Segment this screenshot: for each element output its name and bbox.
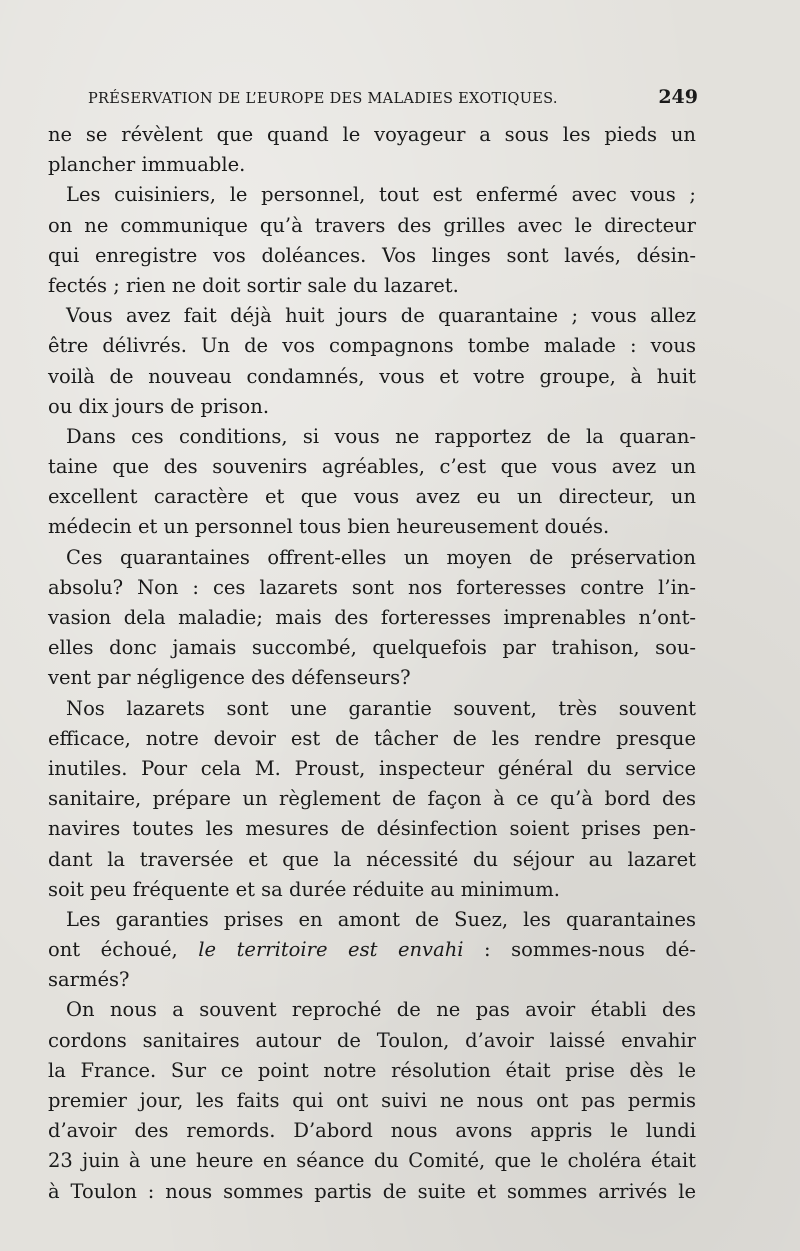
text-line: à Toulon : nous sommes partis de suite et sommes arrivés le	[48, 1179, 696, 1203]
text-line: voilà de nouveau condamnés, vous et votre groupe, à huit	[48, 364, 696, 388]
text-line: 23 juin à une heure en séance du Comité, que le choléra était	[48, 1149, 696, 1173]
text-line: taine que des souvenirs agréables, c’est que vous avez un	[48, 455, 696, 479]
text-line: On nous a souvent reproché de ne pas avoir établi des	[66, 998, 696, 1022]
text-line: ou dix jours de prison.	[48, 394, 270, 418]
text-line: absolu? Non : ces lazarets sont nos forteresses contre l’in-	[48, 575, 696, 599]
text-line: Les cuisiniers, le personnel, tout est enfermé avec vous ;	[66, 183, 696, 207]
text-line: la France. Sur ce point notre résolution était prise dès le	[48, 1058, 696, 1082]
text-line: elles donc jamais succombé, quelquefois par trahison, sou-	[48, 636, 696, 660]
text-line: d’avoir des remords. D’abord nous avons appris le lundi	[48, 1119, 696, 1143]
text-line: vasion dela maladie; mais des forteresses imprenables n’ont-	[48, 606, 696, 629]
text-line: vent par négligence des défenseurs?	[48, 666, 411, 690]
text-line: soit peu fréquente et sa durée réduite au minimum.	[48, 877, 560, 901]
text-line: excellent caractère et que vous avez eu un directeur, un	[48, 485, 696, 509]
text-line: Ces quarantaines offrent-elles un moyen de préservation	[66, 545, 696, 569]
text-line: inutiles. Pour cela M. Proust, inspecteur général du service	[48, 756, 696, 780]
text-line: être délivrés. Un de vos compagnons tombe malade : vous	[48, 334, 696, 358]
text-line: médecin et un personnel tous bien heureusement doués.	[48, 515, 610, 539]
text-line: fectés ; rien ne doit sortir sale du lazaret.	[48, 273, 459, 297]
text-line: navires toutes les mesures de désinfection soient prises pen-	[48, 817, 696, 841]
text-line: Les garanties prises en amont de Suez, les quarantaines	[66, 907, 696, 931]
text-line: sanitaire, prépare un règlement de façon à ce qu’à bord des	[48, 787, 696, 811]
text-line: premier jour, les faits qui ont suivi ne nous ont pas permis	[48, 1089, 696, 1112]
text-line: Nos lazarets sont une garantie souvent, très souvent	[66, 696, 696, 720]
text-line: sarmés?	[48, 968, 130, 992]
text-line: on ne communique qu’à travers des grilles avec le directeur	[48, 213, 696, 237]
text-line: cordons sanitaires autour de Toulon, d’avoir laissé envahir	[48, 1028, 696, 1052]
text-line: plancher immuable.	[48, 153, 246, 177]
page-number: 249	[658, 86, 698, 108]
text-segment: ont échoué,	[48, 938, 199, 962]
text-line: efficace, notre devoir est de tâcher de les rendre presque	[48, 726, 696, 750]
text-segment: : sommes-nous dé-	[463, 938, 696, 962]
text-line: qui enregistre vos doléances. Vos linges sont lavés, désin-	[48, 243, 696, 267]
text-line: Dans ces conditions, si vous ne rapportez de la quaran-	[66, 424, 696, 448]
running-head: PRÉSERVATION DE L’EUROPE DES MALADIES EXOTIQUES.	[88, 91, 558, 107]
text-line	[48, 935, 696, 965]
text-line: Vous avez fait déjà huit jours de quarantaine ; vous allez	[66, 304, 696, 328]
text-line: dant la traversée et que la nécessité du séjour au lazaret	[48, 847, 696, 871]
text-line: ne se révèlent que quand le voyageur a sous les pieds un	[48, 123, 696, 146]
page-body	[48, 120, 696, 1207]
page-header	[88, 86, 698, 116]
italic-phrase: le territoire est envahi	[198, 938, 464, 962]
